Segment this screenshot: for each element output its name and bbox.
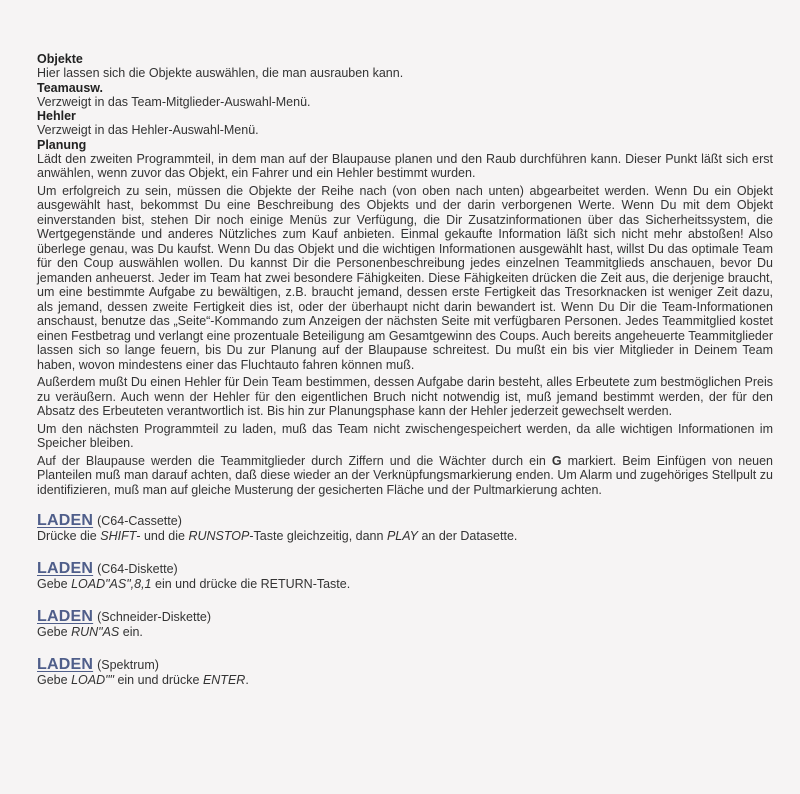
laden-instruction: Gebe LOAD"" ein und drücke ENTER.: [37, 673, 249, 687]
laden-c64-cassette: [37, 513, 773, 543]
laden-instruction: Drücke die SHIFT- und die RUNSTOP-Taste gleichzeitig, dann PLAY an der Datasette.: [37, 529, 518, 543]
entry-text: Lädt den zweiten Programmteil, in dem man auf der Blaupause planen und den Raub durchführen kann. Dieser Punkt läßt sich erst anwählen, wenn zuvor das Objekt, ein Fahrer und ein Hehler bestimmt wurden.: [37, 151, 773, 180]
laden-heading: LADEN: [37, 560, 94, 577]
key-enter: ENTER: [202, 673, 246, 687]
entry-hehler: [37, 109, 773, 138]
laden-heading: LADEN: [37, 608, 94, 625]
paragraph-hehler: Außerdem mußt Du einen Hehler für Dein Team bestimmen, dessen Aufgabe darin besteht, alles Erbeutete zum bestmöglichen Preis zu veräußern. Auch wenn der Hehler für den eigentlichen Bruch nicht notwendig ist, muß jemand bestimmt werden, der für den Absatz des Erbeuteten verantwortlich ist. Bis hin zur Planungsphase kann der Hehler jederzeit gewechselt werden.: [37, 375, 773, 418]
manual-page: [37, 52, 773, 687]
load-command: LOAD"AS",8,1: [71, 577, 152, 591]
laden-instruction: Gebe RUN"AS ein.: [37, 625, 143, 639]
entry-title: Teamausw.: [37, 80, 103, 95]
paragraph-text: markiert. Beim Einfügen von neuen Planteilen muß man darauf achten, daß diese wieder an der Verknüpfungsmarkierung enden. Um Alarm und zugehöriges Stellpult zu identifizieren, muß man auf gleiche Musterung der gesicherten Fläche und der Pultmarkierung achten.: [37, 453, 773, 497]
entry-title: Planung: [37, 137, 87, 152]
entry-title: Objekte: [37, 52, 83, 66]
entry-text: Hier lassen sich die Objekte auswählen, die man ausrauben kann.: [37, 66, 404, 80]
entry-planung: [37, 138, 773, 181]
laden-spektrum: [37, 657, 773, 687]
laden-c64-diskette: [37, 561, 773, 591]
laden-platform: (C64-Diskette): [97, 562, 178, 576]
laden-heading: LADEN: [37, 656, 94, 673]
entry-teamausw: [37, 81, 773, 110]
entry-text: Verzweigt in das Team-Mitglieder-Auswahl-Menü.: [37, 94, 311, 109]
paragraph-programmteil: Um den nächsten Programmteil zu laden, muß das Team nicht zwischengespeichert werden, da alle wichtigen Informationen im Speicher bleiben.: [37, 421, 773, 450]
guard-marker: G: [551, 453, 562, 468]
load-command: LOAD"": [71, 673, 114, 687]
entry-objekte: [37, 52, 773, 81]
key-runstop: RUNSTOP: [188, 529, 250, 543]
laden-platform: (C64-Cassette): [97, 514, 182, 528]
laden-heading: LADEN: [37, 512, 94, 529]
entry-text: Verzweigt in das Hehler-Auswahl-Menü.: [37, 123, 259, 137]
run-command: RUN"AS: [71, 625, 120, 639]
laden-schneider-diskette: [37, 609, 773, 639]
laden-instruction: Gebe LOAD"AS",8,1 ein und drücke die RETURN-Taste.: [37, 577, 351, 591]
key-play: PLAY: [386, 529, 418, 543]
laden-platform: (Schneider-Diskette): [97, 610, 212, 624]
laden-platform: (Spektrum): [97, 658, 159, 672]
paragraph-blaupause: [37, 454, 773, 498]
key-shift: SHIFT: [100, 529, 137, 543]
paragraph-text: Auf der Blaupause werden die Teammitglieder durch Ziffern und die Wächter durch ein: [37, 453, 552, 468]
entry-title: Hehler: [37, 109, 76, 123]
paragraph-objekte-team: Um erfolgreich zu sein, müssen die Objekte der Reihe nach (von oben nach unten) abgearbeitet werden. Wenn Du ein Objekt ausgewählt hast, bekommst Du eine Beschreibung des Objekts und der darin verborgenen Werte. Wenn Du mit dem Objekt einverstanden bist, stehen Dir noch einige Menüs zur Verfügung, die Dir Zusatzinformationen über das Sicherheitssystem, die Wertgegenstände und anderes Nützliches zum Kauf anbieten. Einmal gekaufte Information läßt sich nicht mehr abstoßen! Also überlege genau, was Du kaufst. Wenn Du das Objekt und die wichtigen Informationen ausgewählt hast, willst Du das optimale Team für den Coup auswählen wollen. Du kannst Dir die Personenbeschreibung jedes einzelnen Teammitglieds anschauen, bevor Du jemanden anheuerst. Jeder im Team hat zwei besondere Fähigkeiten. Diese Fähigkeiten drücken die Zeit aus, die derjenige braucht, um eine bestimmte Aufgabe zu bewältigen, z.B. braucht jemand, dessen erste Fertigkeit das Tresorknacken ist weniger Zeit dazu, als jemand, dessen zweite Fertigkeit dies ist, oder der überhaupt nicht darin bewandert ist. Wenn Du Dir die Team-Informationen anschaust, benutze das „Seite“-Kommando zum Anzeigen der nächsten Seite mit verfügbaren Personen. Jedes Teammitglied kostet einen Festbetrag und verlangt eine prozentuale Beteiligung am Gesamtgewinn des Coups. Auch bereits angeheuerte Teammitglieder lassen sich so lange feuern, bis Du zur Planung auf der Blaupause schreitest. Du mußt ein bis vier Mitglieder in Deinem Team haben, wovon mindestens einer das Fluchtauto fahren können muß.: [37, 183, 773, 372]
